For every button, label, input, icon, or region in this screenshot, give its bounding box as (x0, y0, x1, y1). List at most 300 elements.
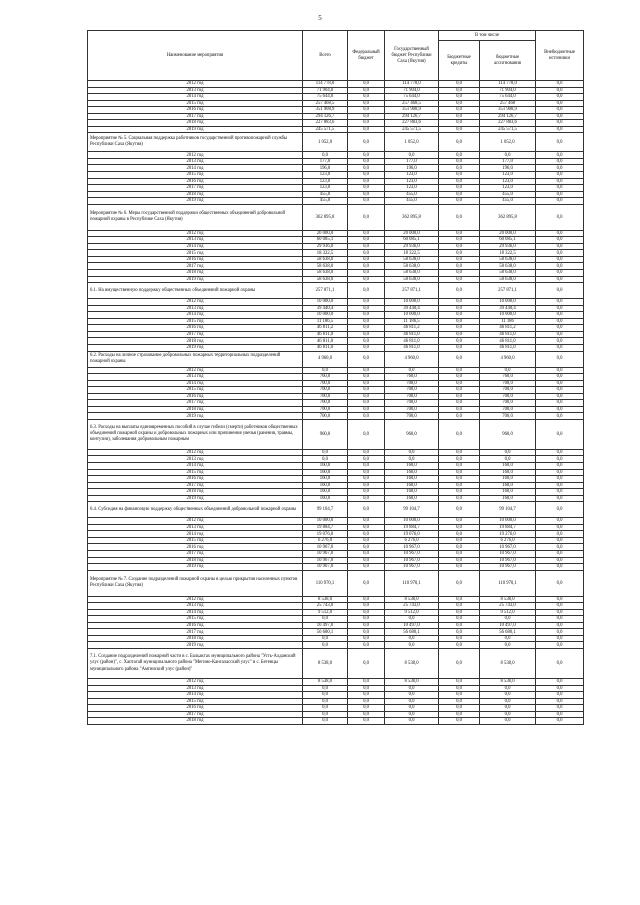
year-label: 2018 год (88, 635, 303, 642)
year-label: 2018 год (88, 406, 303, 413)
extra-budget-cell: 0,0 (536, 649, 584, 679)
allocations-cell: 60 085,1 (480, 237, 536, 244)
allocations-cell: 960,0 (480, 419, 536, 449)
state-budget-cell: 455,0 (385, 191, 439, 198)
year-label: 2013 год (88, 87, 303, 94)
allocations-cell: 4 960,0 (480, 351, 536, 367)
credits-cell: 0,0 (439, 351, 480, 367)
total-cell: 351 908,9 (303, 107, 348, 114)
credits-cell: 0,0 (439, 344, 480, 351)
state-budget-cell: 245 571,5 (385, 126, 439, 133)
credits-cell: 0,0 (439, 305, 480, 312)
state-budget-cell: 10 497,0 (385, 622, 439, 629)
federal-cell: 0,0 (348, 642, 385, 649)
year-label: 2019 год (88, 276, 303, 283)
allocations-cell: 99 104,7 (480, 502, 536, 518)
year-label: 2019 год (88, 344, 303, 351)
extra-budget-cell: 0,0 (536, 502, 584, 518)
state-budget-cell: 71 904,0 (385, 87, 439, 94)
extra-budget-cell: 0,0 (536, 305, 584, 312)
credits-cell: 0,0 (439, 100, 480, 107)
allocations-cell: 11 186 (480, 318, 536, 325)
credits-cell: 0,0 (439, 299, 480, 306)
credits-cell: 0,0 (439, 449, 480, 456)
allocations-cell: 123,0 (480, 172, 536, 179)
total-cell: 160,0 (303, 469, 348, 476)
year-row (88, 718, 584, 725)
state-budget-cell: 455,0 (385, 198, 439, 205)
year-label: 2016 год (88, 476, 303, 483)
extra-budget-cell: 0,0 (536, 351, 584, 367)
allocations-cell: 0,0 (480, 692, 536, 699)
total-cell: 760,0 (303, 374, 348, 381)
total-cell: 160,0 (303, 476, 348, 483)
credits-cell: 0,0 (439, 113, 480, 120)
year-label: 2017 год (88, 482, 303, 489)
year-label: 2016 год (88, 544, 303, 551)
credits-cell: 0,0 (439, 325, 480, 332)
state-budget-cell: 8 538,0 (385, 679, 439, 686)
allocations-cell: 455,0 (480, 191, 536, 198)
year-label: 2012 год (88, 81, 303, 88)
year-label: 2019 год (88, 495, 303, 502)
year-label: 2019 год (88, 413, 303, 420)
total-cell: 19 884,7 (303, 524, 348, 531)
federal-cell: 0,0 (348, 544, 385, 551)
state-budget-cell: 58 638,0 (385, 263, 439, 270)
allocations-cell: 110 970,1 (480, 570, 536, 596)
extra-budget-cell: 0,0 (536, 705, 584, 712)
year-label: 2016 год (88, 705, 303, 712)
year-label: 2017 год (88, 331, 303, 338)
state-budget-cell: 0,0 (385, 698, 439, 705)
credits-cell: 0,0 (439, 87, 480, 94)
allocations-cell: 46 811,2 (480, 325, 536, 332)
year-label: 2012 год (88, 518, 303, 525)
allocations-cell: 160,0 (480, 462, 536, 469)
total-cell: 227 883,6 (303, 120, 348, 127)
total-cell: 455,0 (303, 198, 348, 205)
total-cell: 20 000,0 (303, 230, 348, 237)
federal-cell: 0,0 (348, 698, 385, 705)
year-label: 2013 год (88, 603, 303, 610)
credits-cell: 0,0 (439, 374, 480, 381)
allocations-cell: 114 778,0 (480, 81, 536, 88)
federal-cell: 0,0 (348, 299, 385, 306)
state-budget-cell: 8 538,0 (385, 649, 439, 679)
credits-cell: 0,0 (439, 158, 480, 165)
allocations-cell: 56 680,1 (480, 629, 536, 636)
state-budget-cell: 0,0 (385, 367, 439, 374)
allocations-cell: 10 000,0 (480, 299, 536, 306)
federal-cell: 0,0 (348, 456, 385, 463)
total-cell: 0,0 (303, 642, 348, 649)
state-budget-cell: 362 895,8 (385, 204, 439, 230)
federal-cell: 0,0 (348, 351, 385, 367)
allocations-cell: 0,0 (480, 685, 536, 692)
state-budget-cell: 160,0 (385, 495, 439, 502)
state-budget-cell: 160,0 (385, 482, 439, 489)
credits-cell: 0,0 (439, 557, 480, 564)
measure-row (88, 283, 584, 299)
federal-cell: 0,0 (348, 305, 385, 312)
state-budget-cell: 10 000,0 (385, 312, 439, 319)
state-budget-cell: 0,0 (385, 685, 439, 692)
year-label: 2017 год (88, 400, 303, 407)
extra-budget-cell: 0,0 (536, 596, 584, 603)
credits-cell: 0,0 (439, 152, 480, 159)
state-budget-cell: 700,0 (385, 380, 439, 387)
total-cell: 160,0 (303, 462, 348, 469)
credits-cell: 0,0 (439, 331, 480, 338)
year-label: 2015 год (88, 616, 303, 623)
allocations-cell: 10 000,0 (480, 312, 536, 319)
total-cell: 114 778,0 (303, 81, 348, 88)
total-cell: 75 644,0 (303, 94, 348, 101)
state-budget-cell: 39 440,4 (385, 305, 439, 312)
state-budget-cell: 700,0 (385, 406, 439, 413)
state-budget-cell: 10 000,0 (385, 299, 439, 306)
credits-cell: 0,0 (439, 705, 480, 712)
state-budget-cell: 11 186,5 (385, 318, 439, 325)
credits-cell: 0,0 (439, 107, 480, 114)
extra-budget-cell: 0,0 (536, 185, 584, 192)
state-budget-cell: 160,0 (385, 469, 439, 476)
allocations-cell: 10 967,0 (480, 544, 536, 551)
extra-budget-cell: 0,0 (536, 564, 584, 571)
year-label: 2013 год (88, 305, 303, 312)
year-label: 2012 год (88, 152, 303, 159)
year-label: 2019 год (88, 126, 303, 133)
extra-budget-cell: 0,0 (536, 537, 584, 544)
credits-cell: 0,0 (439, 185, 480, 192)
federal-cell: 0,0 (348, 635, 385, 642)
year-label: 2013 год (88, 685, 303, 692)
allocations-cell: 58 638,0 (480, 276, 536, 283)
federal-cell: 0,0 (348, 476, 385, 483)
credits-cell: 0,0 (439, 649, 480, 679)
extra-budget-cell: 0,0 (536, 230, 584, 237)
federal-cell: 0,0 (348, 495, 385, 502)
state-budget-cell: 760,0 (385, 374, 439, 381)
state-budget-cell: 960,0 (385, 419, 439, 449)
total-cell: 8 538,0 (303, 679, 348, 686)
year-label: 2014 год (88, 165, 303, 172)
extra-budget-cell: 0,0 (536, 198, 584, 205)
credits-cell: 0,0 (439, 270, 480, 277)
extra-budget-cell: 0,0 (536, 191, 584, 198)
credits-cell: 0,0 (439, 191, 480, 198)
total-cell: 60 085,1 (303, 237, 348, 244)
state-budget-cell: 10 967,0 (385, 557, 439, 564)
state-budget-cell: 75 644,0 (385, 94, 439, 101)
credits-cell: 0,0 (439, 312, 480, 319)
total-cell: 18 322,5 (303, 250, 348, 257)
extra-budget-cell: 0,0 (536, 283, 584, 299)
federal-cell: 0,0 (348, 524, 385, 531)
year-label: 2012 год (88, 299, 303, 306)
federal-cell: 0,0 (348, 449, 385, 456)
extra-budget-cell: 0,0 (536, 256, 584, 263)
state-budget-cell: 700,0 (385, 393, 439, 400)
federal-cell: 0,0 (348, 178, 385, 185)
total-cell: 700,0 (303, 406, 348, 413)
total-cell: 245 571,5 (303, 126, 348, 133)
year-label: 2013 год (88, 374, 303, 381)
federal-cell: 0,0 (348, 250, 385, 257)
measure-row (88, 204, 584, 230)
year-label: 2015 год (88, 100, 303, 107)
credits-cell: 0,0 (439, 692, 480, 699)
federal-cell: 0,0 (348, 531, 385, 538)
allocations-cell: 0,0 (480, 367, 536, 374)
measure-row (88, 419, 584, 449)
year-label: 2015 год (88, 172, 303, 179)
allocations-cell: 245 571,5 (480, 126, 536, 133)
extra-budget-cell: 0,0 (536, 570, 584, 596)
extra-budget-cell: 0,0 (536, 456, 584, 463)
federal-cell: 0,0 (348, 685, 385, 692)
allocations-cell: 257 871,1 (480, 283, 536, 299)
credits-cell: 0,0 (439, 462, 480, 469)
allocations-cell: 700,0 (480, 413, 536, 420)
total-cell: 10 967,0 (303, 564, 348, 571)
allocations-cell: 227 883,6 (480, 120, 536, 127)
year-label: 2015 год (88, 318, 303, 325)
extra-budget-cell: 0,0 (536, 489, 584, 496)
state-budget-cell: 46 811,0 (385, 338, 439, 345)
measure-row (88, 649, 584, 679)
state-budget-cell: 56 680,1 (385, 629, 439, 636)
total-cell: 0,0 (303, 698, 348, 705)
extra-budget-cell: 0,0 (536, 263, 584, 270)
extra-budget-cell: 0,0 (536, 158, 584, 165)
measure-row (88, 133, 584, 152)
federal-cell: 0,0 (348, 87, 385, 94)
allocations-cell: 700,0 (480, 400, 536, 407)
federal-cell: 0,0 (348, 393, 385, 400)
year-label: 2019 год (88, 564, 303, 571)
allocations-cell: 177,0 (480, 158, 536, 165)
credits-cell: 0,0 (439, 419, 480, 449)
state-budget-cell: 46 811,0 (385, 344, 439, 351)
state-budget-cell: 58 638,0 (385, 256, 439, 263)
total-cell: 257 468,5 (303, 100, 348, 107)
credits-cell: 0,0 (439, 367, 480, 374)
extra-budget-cell: 0,0 (536, 609, 584, 616)
extra-budget-cell: 0,0 (536, 616, 584, 623)
credits-cell: 0,0 (439, 283, 480, 299)
state-budget-cell: 9 512,0 (385, 609, 439, 616)
allocations-cell: 10 000,0 (480, 518, 536, 525)
credits-cell: 0,0 (439, 263, 480, 270)
credits-cell: 0,0 (439, 469, 480, 476)
federal-cell: 0,0 (348, 629, 385, 636)
state-budget-cell: 700,0 (385, 413, 439, 420)
credits-cell: 0,0 (439, 387, 480, 394)
total-cell: 10 000,0 (303, 312, 348, 319)
extra-budget-cell: 0,0 (536, 622, 584, 629)
year-label: 2016 год (88, 107, 303, 114)
total-cell: 294 126,7 (303, 113, 348, 120)
allocations-cell: 0,0 (480, 449, 536, 456)
state-budget-cell: 8 538,0 (385, 596, 439, 603)
federal-cell: 0,0 (348, 120, 385, 127)
year-label: 2014 год (88, 531, 303, 538)
extra-budget-cell: 0,0 (536, 94, 584, 101)
measure-row (88, 570, 584, 596)
total-cell: 0,0 (303, 718, 348, 725)
year-label: 2017 год (88, 711, 303, 718)
year-label: 2016 год (88, 325, 303, 332)
total-cell: 455,0 (303, 191, 348, 198)
total-cell: 46 811,2 (303, 325, 348, 332)
credits-cell: 0,0 (439, 518, 480, 525)
extra-budget-cell: 0,0 (536, 374, 584, 381)
header-total: Всего (303, 31, 348, 81)
federal-cell: 0,0 (348, 152, 385, 159)
credits-cell: 0,0 (439, 685, 480, 692)
state-budget-cell: 294 126,7 (385, 113, 439, 120)
federal-cell: 0,0 (348, 113, 385, 120)
credits-cell: 0,0 (439, 204, 480, 230)
federal-cell: 0,0 (348, 344, 385, 351)
year-label: 2014 год (88, 380, 303, 387)
state-budget-cell: 0,0 (385, 449, 439, 456)
credits-cell: 0,0 (439, 172, 480, 179)
federal-cell: 0,0 (348, 537, 385, 544)
total-cell: 0,0 (303, 152, 348, 159)
federal-cell: 0,0 (348, 679, 385, 686)
federal-cell: 0,0 (348, 172, 385, 179)
extra-budget-cell: 0,0 (536, 469, 584, 476)
extra-budget-cell: 0,0 (536, 126, 584, 133)
federal-cell: 0,0 (348, 557, 385, 564)
total-cell: 700,0 (303, 387, 348, 394)
state-budget-cell: 46 811,0 (385, 331, 439, 338)
state-budget-cell: 4 960,0 (385, 351, 439, 367)
extra-budget-cell: 0,0 (536, 550, 584, 557)
federal-cell: 0,0 (348, 243, 385, 250)
total-cell: 700,0 (303, 393, 348, 400)
year-label: 2018 год (88, 338, 303, 345)
federal-cell: 0,0 (348, 165, 385, 172)
federal-cell: 0,0 (348, 270, 385, 277)
state-budget-cell: 0,0 (385, 635, 439, 642)
year-label: 2018 год (88, 191, 303, 198)
federal-cell: 0,0 (348, 705, 385, 712)
year-label: 2013 год (88, 237, 303, 244)
year-label: 2014 год (88, 312, 303, 319)
total-cell: 196,0 (303, 165, 348, 172)
federal-cell: 0,0 (348, 237, 385, 244)
credits-cell: 0,0 (439, 718, 480, 725)
credits-cell: 0,0 (439, 609, 480, 616)
total-cell: 58 638,0 (303, 276, 348, 283)
extra-budget-cell: 0,0 (536, 603, 584, 610)
federal-cell: 0,0 (348, 338, 385, 345)
credits-cell: 0,0 (439, 133, 480, 152)
credits-cell: 0,0 (439, 393, 480, 400)
total-cell: 8 538,0 (303, 596, 348, 603)
state-budget-cell: 700,0 (385, 400, 439, 407)
allocations-cell: 160,0 (480, 482, 536, 489)
credits-cell: 0,0 (439, 679, 480, 686)
credits-cell: 0,0 (439, 570, 480, 596)
total-cell: 0,0 (303, 692, 348, 699)
federal-cell: 0,0 (348, 312, 385, 319)
federal-cell: 0,0 (348, 609, 385, 616)
allocations-cell: 10 497,0 (480, 622, 536, 629)
extra-budget-cell: 0,0 (536, 338, 584, 345)
extra-budget-cell: 0,0 (536, 367, 584, 374)
allocations-cell: 160,0 (480, 476, 536, 483)
year-label: 2014 год (88, 94, 303, 101)
allocations-cell: 39 440,4 (480, 305, 536, 312)
state-budget-cell: 10 967,0 (385, 550, 439, 557)
allocations-cell: 6 276,0 (480, 537, 536, 544)
allocations-cell: 0,0 (480, 718, 536, 725)
credits-cell: 0,0 (439, 550, 480, 557)
state-budget-cell: 18 322,5 (385, 250, 439, 257)
credits-cell: 0,0 (439, 544, 480, 551)
total-cell: 4 960,0 (303, 351, 348, 367)
extra-budget-cell: 0,0 (536, 243, 584, 250)
allocations-cell: 123,0 (480, 178, 536, 185)
extra-budget-cell: 0,0 (536, 711, 584, 718)
total-cell: 160,0 (303, 489, 348, 496)
measure-name: Мероприятие № 7. Создание подразделений пожарной охраны в целью прикрытия населенных пунктов Республики Саха (Якутия) (88, 570, 303, 596)
allocations-cell: 10 967,0 (480, 564, 536, 571)
measure-row (88, 502, 584, 518)
federal-cell: 0,0 (348, 649, 385, 679)
extra-budget-cell: 0,0 (536, 387, 584, 394)
extra-budget-cell: 0,0 (536, 400, 584, 407)
allocations-cell: 29 936,0 (480, 243, 536, 250)
year-label: 2016 год (88, 393, 303, 400)
federal-cell: 0,0 (348, 256, 385, 263)
state-budget-cell: 160,0 (385, 476, 439, 483)
federal-cell: 0,0 (348, 570, 385, 596)
federal-cell: 0,0 (348, 550, 385, 557)
federal-cell: 0,0 (348, 489, 385, 496)
state-budget-cell: 0,0 (385, 705, 439, 712)
extra-budget-cell: 0,0 (536, 413, 584, 420)
state-budget-cell: 20 000,0 (385, 230, 439, 237)
total-cell: 160,0 (303, 495, 348, 502)
total-cell: 700,0 (303, 400, 348, 407)
year-label: 2013 год (88, 524, 303, 531)
extra-budget-cell: 0,0 (536, 698, 584, 705)
credits-cell: 0,0 (439, 642, 480, 649)
total-cell: 8 538,0 (303, 649, 348, 679)
extra-budget-cell: 0,0 (536, 165, 584, 172)
total-cell: 10 967,0 (303, 550, 348, 557)
credits-cell: 0,0 (439, 502, 480, 518)
credits-cell: 0,0 (439, 456, 480, 463)
extra-budget-cell: 0,0 (536, 318, 584, 325)
total-cell: 10 967,0 (303, 544, 348, 551)
credits-cell: 0,0 (439, 400, 480, 407)
total-cell: 29 936,0 (303, 243, 348, 250)
extra-budget-cell: 0,0 (536, 204, 584, 230)
year-label: 2018 год (88, 557, 303, 564)
year-label: 2015 год (88, 537, 303, 544)
header-credits: Бюджетные кредиты (439, 41, 480, 81)
total-cell: 1 052,0 (303, 133, 348, 152)
federal-cell: 0,0 (348, 331, 385, 338)
extra-budget-cell: 0,0 (536, 462, 584, 469)
